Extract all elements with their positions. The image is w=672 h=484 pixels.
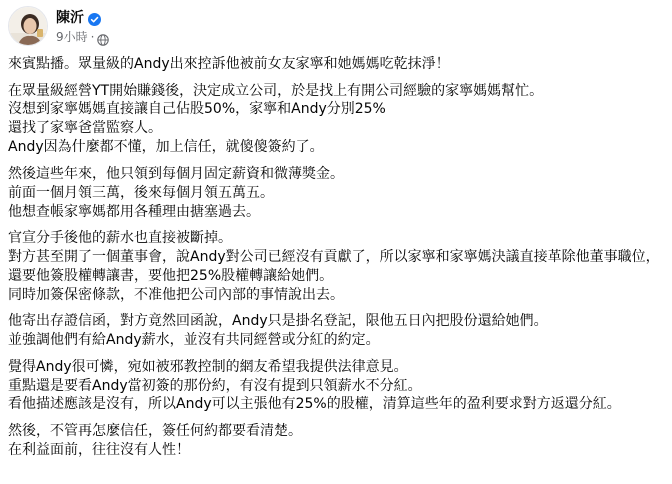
post-text-line: 然後，不管再怎麼信任，簽任何約都要看清楚。 [8, 422, 302, 439]
post-header [8, 4, 109, 48]
separator-dot: · [90, 29, 95, 44]
post-text-line: 在眾量級經營YT開始賺錢後，決定成立公司，於是找上有開公司經驗的家寧媽媽幫忙。 [8, 82, 544, 99]
post-paragraph [8, 312, 668, 350]
post-paragraph [8, 422, 668, 460]
post-text-line: 在利益面前，往往沒有人性！ [8, 441, 190, 458]
post-body-text [8, 55, 668, 467]
verified-badge-icon [88, 11, 101, 24]
post-text-line: 看他描述應該是沒有，所以Andy可以主張他有25%的股權，清算這些年的盈利要求對方返還分紅。 [8, 396, 621, 413]
post-text-line: Andy因為什麼都不懂，加上信任，就傻傻簽約了。 [8, 139, 324, 156]
author-name[interactable]: 陳沂 [56, 9, 84, 26]
post-info-row [56, 29, 109, 45]
post-meta [56, 8, 109, 45]
post-text-line: 覺得Andy很可憐，宛如被邪教控制的網友希望我提供法律意見。 [8, 358, 408, 375]
globe-icon[interactable] [97, 31, 109, 43]
post-paragraph [8, 165, 668, 222]
post-text-line: 沒想到家寧媽媽直接讓自己佔股50%，家寧和Andy分別25% [8, 101, 386, 118]
post-text-line: 還找了家寧爸當監察人。 [8, 120, 162, 137]
post-text-line: 他寄出存證信函，對方竟然回函說，Andy只是掛名登記，限他五日內把股份還給她們。 [8, 313, 548, 330]
avatar-image [9, 7, 48, 46]
avatar[interactable] [8, 6, 48, 46]
post-text-line: 來賓點播。眾量級的Andy出來控訴他被前女友家寧和她媽媽吃乾抹淨！ [8, 56, 450, 72]
post-paragraph [8, 229, 668, 305]
post-text-line: 官宣分手後他的薪水也直接被斷掉。 [8, 230, 232, 247]
post-text-line: 前面一個月領三萬，後來每個月領五萬五。 [8, 184, 274, 201]
post-paragraph [8, 55, 668, 74]
post-text-line: 同時加簽保密條款，不准他把公司內部的事情說出去。 [8, 286, 344, 303]
post-paragraph [8, 82, 668, 158]
post-text-line: 對方甚至開了一個董事會，說Andy對公司已經沒有貢獻了，所以家寧和家寧媽決議直接革除他董事職位，還要他簽股權轉讓書，要他把25%股權轉讓給她們。 [8, 248, 660, 284]
post-text-line: 他想查帳家寧媽都用各種理由搪塞過去。 [8, 203, 260, 220]
post-text-line: 並強調他們有給Andy薪水，並沒有共同經營或分紅的約定。 [8, 332, 380, 349]
post-paragraph [8, 358, 668, 415]
author-row [56, 8, 109, 28]
post-timestamp[interactable]: 9小時 [56, 29, 88, 44]
post-text-line: 然後這些年來，他只領到每個月固定薪資和微薄獎金。 [8, 165, 344, 182]
post-text-line: 重點還是要看Andy當初簽的那份約，有沒有提到只領薪水不分紅。 [8, 377, 422, 394]
